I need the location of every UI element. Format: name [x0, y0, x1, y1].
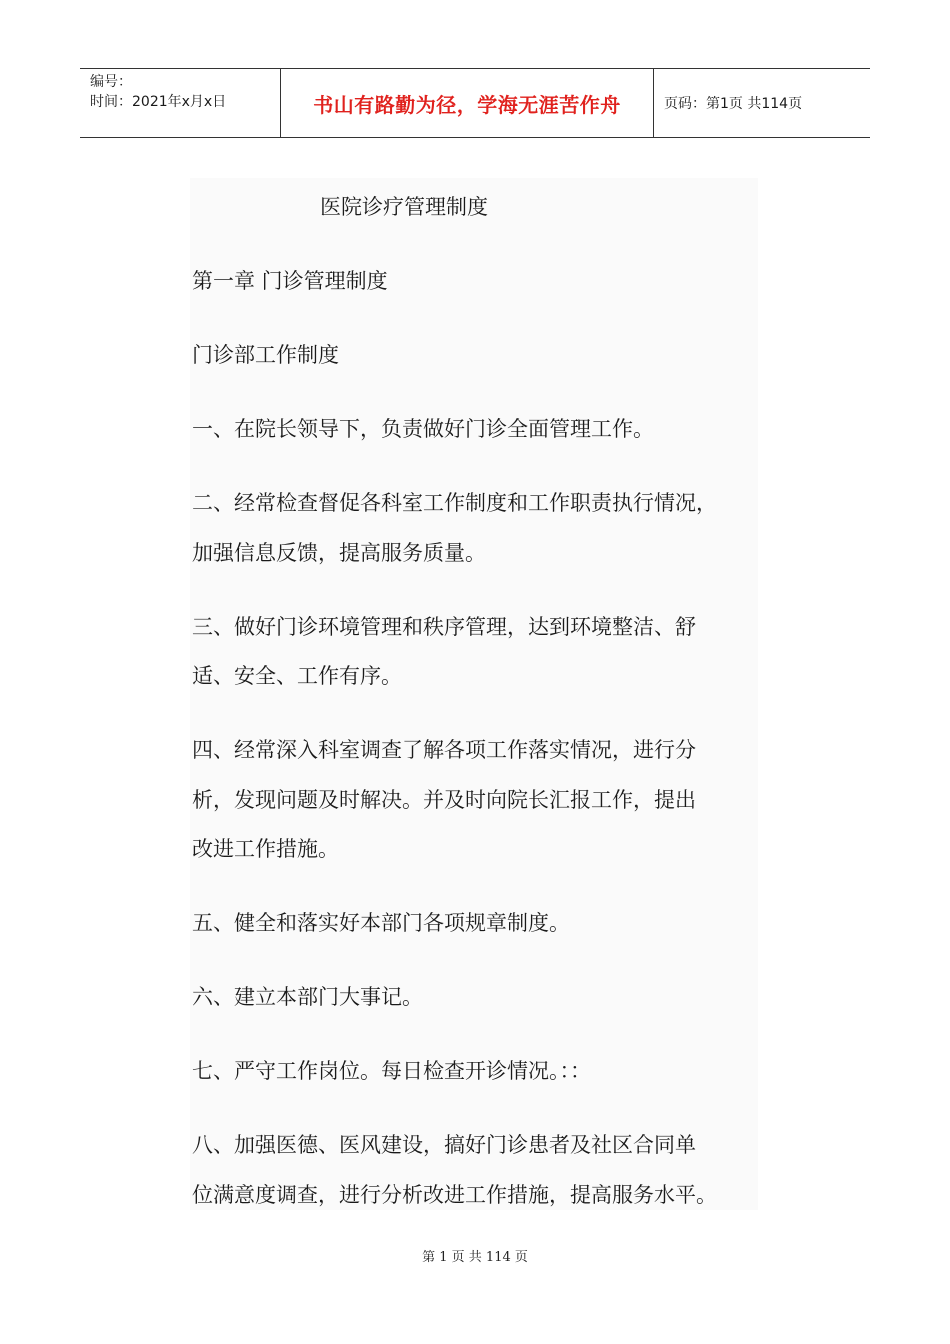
- header-meta-cell: [80, 69, 281, 137]
- number-label: 编号：: [90, 74, 132, 90]
- time-label: 时间：2021年x月x日: [90, 94, 227, 110]
- paragraph-line: 加强信息反馈，提高服务质量。: [192, 541, 486, 565]
- paragraph-line: 一、在院长领导下，负责做好门诊全面管理工作。: [192, 417, 654, 441]
- paragraph-line: 六、建立本部门大事记。: [192, 985, 423, 1009]
- paragraph-line: 析，发现问题及时解决。并及时向院长汇报工作，提出: [192, 788, 696, 812]
- section-heading: 门诊部工作制度: [192, 343, 339, 367]
- page-footer: 第 1 页 共 114 页: [422, 1250, 528, 1265]
- paragraph-line: 八、加强医德、医风建设，搞好门诊患者及社区合同单: [192, 1133, 696, 1157]
- paragraph-line: 三、做好门诊环境管理和秩序管理，达到环境整洁、舒: [192, 615, 696, 639]
- header-page-info: 页码：第1页 共114页: [664, 96, 803, 112]
- paragraph-line: 七、严守工作岗位。每日检查开诊情况。：：: [192, 1059, 591, 1083]
- document-title: 医院诊疗管理制度: [320, 195, 488, 219]
- paragraph-line: 适、安全、工作有序。: [192, 664, 402, 688]
- paragraph-line: 二、经常检查督促各科室工作制度和工作职责执行情况，: [192, 491, 717, 515]
- paragraph-line: 改进工作措施。: [192, 837, 339, 861]
- paragraph-line: 五、健全和落实好本部门各项规章制度。: [192, 911, 570, 935]
- chapter-heading: 第一章 门诊管理制度: [192, 269, 388, 293]
- document-header: [80, 68, 870, 138]
- paragraph-line: 四、经常深入科室调查了解各项工作落实情况，进行分: [192, 738, 696, 762]
- paragraph-line: 位满意度调查，进行分析改进工作措施，提高服务水平。: [192, 1183, 717, 1207]
- header-motto: 书山有路勤为径，学海无涯苦作舟: [281, 69, 654, 137]
